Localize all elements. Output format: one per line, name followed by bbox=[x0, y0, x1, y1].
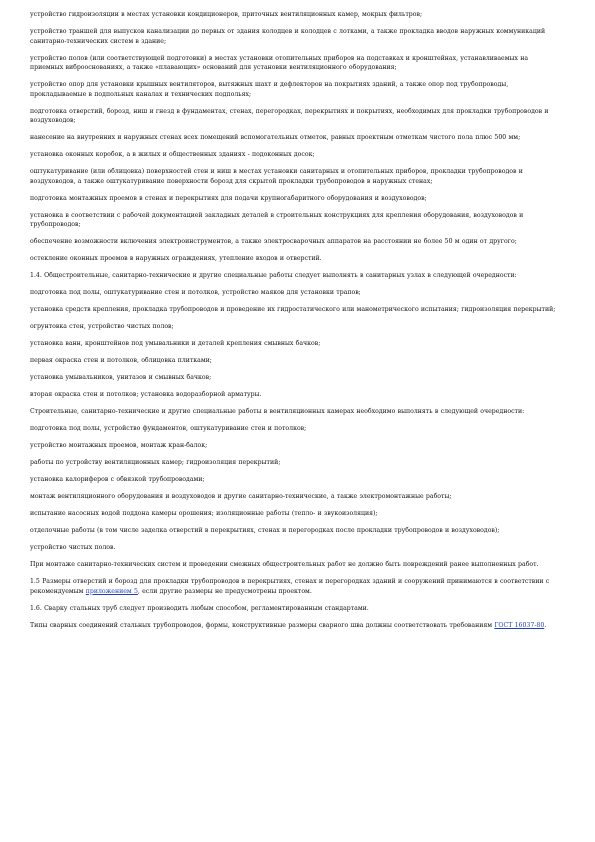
paragraph: установка умывальников, унитазов и смывных бачков; bbox=[30, 374, 212, 382]
paragraph: остекление оконных проемов в наружных ограждениях, утепление входов и отверстий. bbox=[30, 255, 322, 263]
paragraph-text: Типы сварных соединений стальных трубопроводов, формы, конструктивные размеры сварного шва должны соответствовать требованиям bbox=[30, 621, 495, 629]
paragraph: установка средств крепления, прокладка трубопроводов и проведение их гидростатического или манометрического испытания; гидроизоляция перекрытий; bbox=[30, 306, 556, 314]
paragraph-text: 1.5 Размеры отверстий и борозд для прокладки трубопроводов в перекрытиях, стенах и перегородках зданий и сооружений принимаются в соответствии с рекомендуемым bbox=[30, 578, 550, 595]
paragraph-text: . bbox=[544, 621, 547, 629]
paragraph: устройство чистых полов. bbox=[30, 544, 116, 552]
paragraph-text: , если другие размеры не предусмотрены проектом. bbox=[137, 587, 312, 595]
paragraph: устройство опор для установки крышных вентиляторов, вытяжных шахт и дефлекторов на покрытиях зданий, а также опор под трубопроводы, прокладываемые в подпольных каналах и технических подпольях; bbox=[30, 81, 509, 98]
paragraph: огрунтовка стен, устройство чистых полов; bbox=[30, 323, 174, 331]
paragraph: устройство траншей для выпусков канализации до первых от здания колодцев и колодцев с лотками, а также прокладка вводов наружных коммуникаций санитарно-технических систем в здание; bbox=[30, 27, 546, 45]
paragraph: устройство полов (или соответствующей подготовки) в местах установки отопительных приборов на подставках и кронштейнах, устанавливаемых на приемных виброоснованиях, а также «плавающих» оснований для установки вентиляционного оборудования; bbox=[30, 54, 529, 72]
paragraph: подготовка под полы, оштукатуривание стен и потолков, устройство маяков для установки трапов; bbox=[30, 289, 361, 297]
paragraph: установка ванн, кронштейнов под умывальники и деталей крепления смывных бачков; bbox=[30, 340, 321, 348]
paragraph: нанесение на внутренних и наружных стенах всех помещений вспомогательных отметок, равных проектным отметкам чистого пола плюс 500 мм; bbox=[30, 134, 521, 142]
paragraph: устройство гидроизоляции в местах установки кондиционеров, приточных вентиляционных камер, мокрых фильтров; bbox=[30, 11, 423, 18]
paragraph: отделочные работы (в том числе заделка отверстий в перекрытиях, стенах и перегородках после прокладки трубопроводов и воздуховодов); bbox=[30, 527, 500, 535]
appendix-5-link[interactable]: приложением 5 bbox=[85, 587, 138, 595]
section-1-4-heading: 1.4. Общестроительные, санитарно-технические и другие специальные работы следует выполнять в санитарных узлах в следующей очередности: bbox=[30, 272, 517, 280]
paragraph bbox=[30, 621, 561, 631]
paragraph: оштукатуривание (или облицовка) поверхностей стен и ниш в местах установки санитарных и отопительных приборов, прокладки трубопроводов и воздуховодов, а также оштукатуривание поверхности борозд для скрытой прокладки трубопроводов в наружных стенах; bbox=[30, 168, 523, 185]
paragraph: первая окраска стен и потолков, облицовка плитками; bbox=[30, 357, 212, 365]
paragraph: устройство монтажных проемов, монтаж кран-балок; bbox=[30, 442, 208, 450]
paragraph: подготовка отверстий, борозд, ниш и гнезд в фундаментах, стенах, перегородках, перекрытиях и покрытиях, необходимых для прокладки трубопроводов и воздуховодов; bbox=[30, 107, 549, 125]
gost-link[interactable]: ГОСТ 16037-80 bbox=[494, 621, 545, 629]
paragraph: установка оконных коробок, а в жилых и общественных зданиях - подоконных досок; bbox=[30, 151, 315, 159]
paragraph: работы по устройству вентиляционных камер; гидроизоляция перекрытий; bbox=[30, 459, 281, 467]
paragraph: испытание насосных водой поддона камеры орошения; изоляционные работы (тепло- и звукоизоляция); bbox=[30, 510, 378, 518]
section-1-5 bbox=[30, 577, 561, 596]
paragraph: обеспечение возможности включения электроинструментов, а также электросварочных аппаратов на расстоянии не более 50 м один от другого; bbox=[30, 238, 517, 246]
paragraph: установка калориферов с обвязкой трубопроводами; bbox=[30, 476, 205, 484]
paragraph: подготовка монтажных проемов в стенах и перекрытиях для подачи крупногабаритного оборудования и воздуховодов; bbox=[30, 194, 427, 202]
paragraph: подготовка под полы, устройство фундаментов, оштукатуривание стен и потолков; bbox=[30, 425, 307, 433]
section-1-6: 1.6. Сварку стальных труб следует производить любым способом, регламентированным стандартами. bbox=[30, 604, 369, 612]
paragraph: Строительные, санитарно-технические и другие специальные работы в вентиляционных камерах необходимо выполнять в следующей очередности: bbox=[30, 408, 525, 416]
paragraph: монтаж вентиляционного оборудования и воздуховодов и другие санитарно-технические, а также электромонтажные работы; bbox=[30, 493, 452, 501]
paragraph: вторая окраска стен и потолков; установка водоразборной арматуры. bbox=[30, 391, 262, 399]
paragraph: установка в соответствии с рабочей документацией закладных деталей в строительных конструкциях для крепления оборудования, воздуховодов и трубопроводов; bbox=[30, 211, 524, 229]
paragraph: При монтаже санитарно-технических систем и проведении смежных общестроительных работ не должно быть повреждений ранее выполненных работ. bbox=[30, 561, 539, 569]
